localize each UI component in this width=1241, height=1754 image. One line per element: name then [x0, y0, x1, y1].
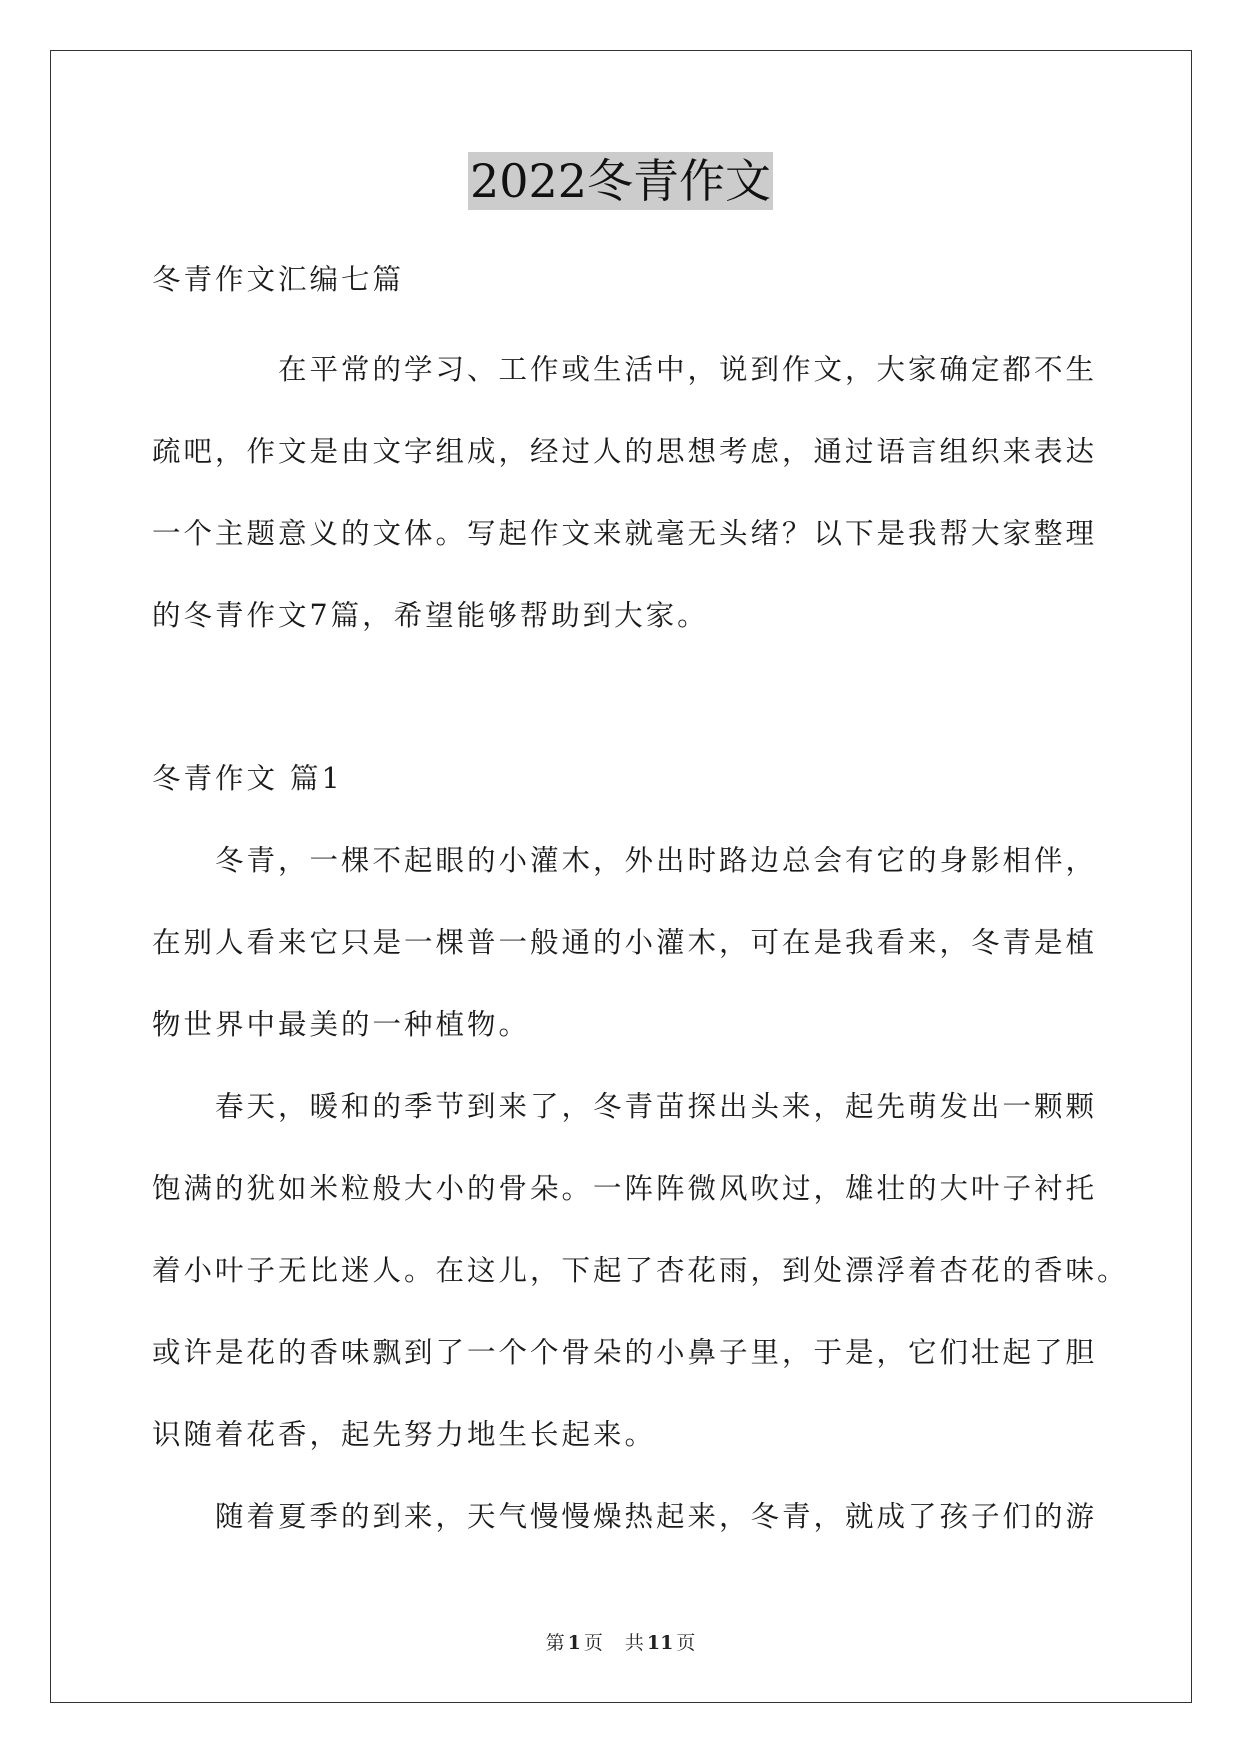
paragraph-line: 随着夏季的到来，天气慢慢燥热起来，冬青，就成了孩子们的游: [215, 1500, 1098, 1533]
document-subtitle: 冬青作文汇编七篇: [152, 263, 405, 296]
paragraph-line: 识随着花香，起先努力地生长起来。: [152, 1418, 657, 1451]
subtitle-block: [152, 239, 1092, 321]
title-container: [0, 152, 1241, 210]
section-heading-block: [152, 738, 1092, 820]
intro-paragraph: [152, 329, 1098, 657]
paragraph-3: [152, 1476, 1098, 1558]
paragraph-2: [152, 1066, 1129, 1476]
intro-line: 疏吧，作文是由文字组成，经过人的思想考虑，通过语言组织来表达: [152, 435, 1098, 468]
paragraph-1: [152, 820, 1098, 1066]
footer-page-number: 1: [567, 1632, 581, 1654]
intro-line: 一个主题意义的文体。写起作文来就毫无头绪？以下是我帮大家整理: [152, 517, 1098, 550]
footer-total-suffix: 页: [676, 1632, 696, 1654]
paragraph-line: 或许是花的香味飘到了一个个骨朵的小鼻子里，于是，它们壮起了胆: [152, 1336, 1098, 1369]
intro-line: 在平常的学习、工作或生活中，说到作文，大家确定都不生: [278, 353, 1098, 386]
page-footer: [0, 1628, 1241, 1655]
paragraph-line: 饱满的犹如米粒般大小的骨朵。一阵阵微风吹过，雄壮的大叶子衬托: [152, 1172, 1098, 1205]
footer-prefix: 第: [545, 1632, 565, 1654]
paragraph-line: 春天，暖和的季节到来了，冬青苗探出头来，起先萌发出一颗颗: [215, 1090, 1098, 1123]
footer-page-suffix: 页: [583, 1632, 603, 1654]
paragraph-line: 物世界中最美的一种植物。: [152, 1008, 531, 1041]
intro-line: 的冬青作文7篇，希望能够帮助到大家。: [152, 599, 709, 632]
paragraph-line: 着小叶子无比迷人。在这儿，下起了杏花雨，到处漂浮着杏花的香味。: [152, 1254, 1129, 1287]
footer-total-prefix: 共: [624, 1632, 644, 1654]
footer-total-pages: 11: [646, 1632, 674, 1654]
paragraph-line: 在别人看来它只是一棵普一般通的小灌木，可在是我看来，冬青是植: [152, 926, 1098, 959]
paragraph-line: 冬青，一棵不起眼的小灌木，外出时路边总会有它的身影相伴，: [215, 844, 1098, 877]
document-title: 2022冬青作文: [469, 154, 772, 208]
section-heading: 冬青作文 篇1: [152, 762, 343, 795]
